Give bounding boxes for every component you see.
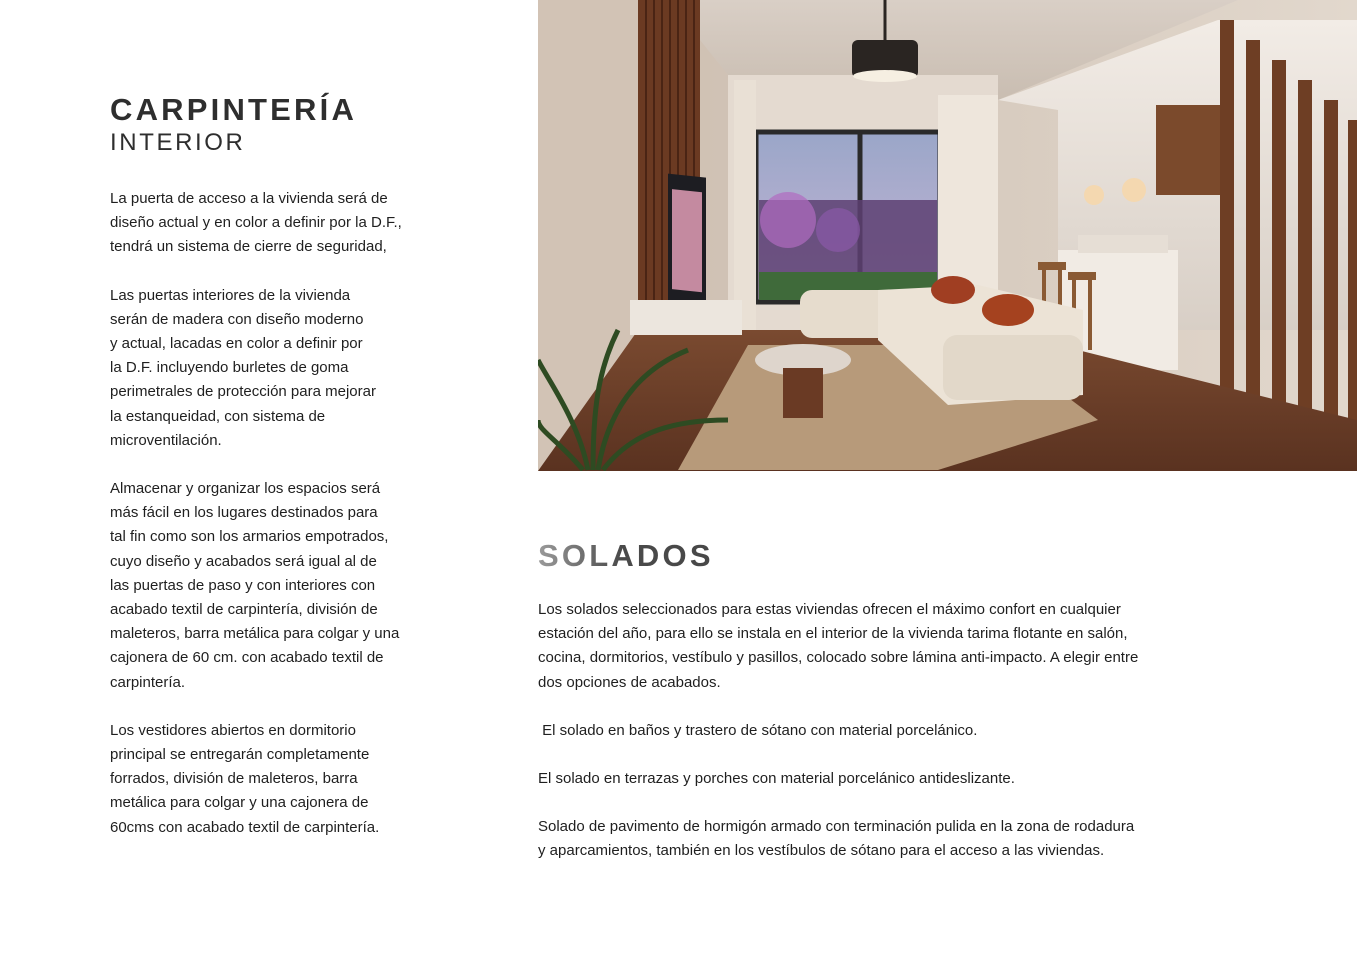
living-room-render-image <box>538 0 1357 471</box>
text-line: la estanqueidad, con sistema de <box>110 407 326 425</box>
text-line: El solado en terrazas y porches con material porcelánico antideslizante. <box>538 770 1015 788</box>
carpinteria-title: CARPINTERÍA <box>110 92 358 127</box>
text-line: dos opciones de acabados. <box>538 673 721 691</box>
carpinteria-paragraph <box>110 284 430 453</box>
text-line: Los vestidores abiertos en dormitorio <box>110 721 356 739</box>
text-line: cuyo diseño y acabados será igual al de <box>110 552 377 570</box>
carpinteria-paragraph <box>110 477 430 695</box>
text-line: microventilación. <box>110 431 222 449</box>
text-line: metálica para colgar y una cajonera de <box>110 794 369 812</box>
text-line: carpintería. <box>110 673 186 691</box>
text-line: serán de madera con diseño moderno <box>110 310 364 328</box>
text-line: 60cms con acabado textil de carpintería. <box>110 818 380 836</box>
solados-paragraph <box>538 598 1238 695</box>
text-line: principal se entregarán completamente <box>110 746 370 764</box>
text-line: tal fin como son los armarios empotrados, <box>110 528 389 546</box>
solados-title: SOLADOS <box>538 538 1238 574</box>
carpinteria-paragraph <box>110 187 430 260</box>
text-line: estación del año, para ello se instala en el interior de la vivienda tarima flotante en salón, <box>538 625 1128 643</box>
carpinteria-subtitle: INTERIOR <box>110 129 246 156</box>
solados-section <box>538 538 1238 864</box>
text-line: y actual, lacadas en color a definir por <box>110 335 363 353</box>
text-line: Los solados seleccionados para estas viviendas ofrecen el máximo confort en cualquier <box>538 601 1121 618</box>
text-line: La puerta de acceso a la vivienda será de <box>110 190 388 207</box>
text-line: diseño actual y en color a definir por la D.F., <box>110 214 402 232</box>
text-line: tendrá un sistema de cierre de seguridad, <box>110 238 387 256</box>
text-line: más fácil en los lugares destinados para <box>110 504 378 522</box>
text-line: cajonera de 60 cm. con acabado textil de <box>110 649 384 667</box>
text-line: cocina, dormitorios, vestíbulo y pasillos, colocado sobre lámina anti-impacto. A elegir entre <box>538 649 1139 667</box>
text-line: El solado en baños y trastero de sótano con material porcelánico. <box>538 721 978 739</box>
solados-paragraph <box>538 767 1238 791</box>
text-line: la D.F. incluyendo burletes de goma <box>110 359 349 377</box>
text-line: las puertas de paso y con interiores con <box>110 576 376 594</box>
solados-paragraph <box>538 719 1238 743</box>
text-line: maleteros, barra metálica para colgar y una <box>110 625 400 643</box>
text-line: acabado textil de carpintería, división de <box>110 601 378 619</box>
text-line: y aparcamientos, también en los vestíbulos de sótano para el acceso a las viviendas. <box>538 842 1105 860</box>
text-line: Almacenar y organizar los espacios será <box>110 480 381 498</box>
text-line: perimetrales de protección para mejorar <box>110 383 376 401</box>
carpinteria-section <box>110 92 430 840</box>
carpinteria-paragraph <box>110 719 430 840</box>
text-line: Solado de pavimento de hormigón armado con terminación pulida en la zona de rodadura <box>538 818 1135 836</box>
text-line: forrados, división de maleteros, barra <box>110 770 358 788</box>
solados-paragraph <box>538 815 1238 863</box>
text-line: Las puertas interiores de la vivienda <box>110 286 351 304</box>
